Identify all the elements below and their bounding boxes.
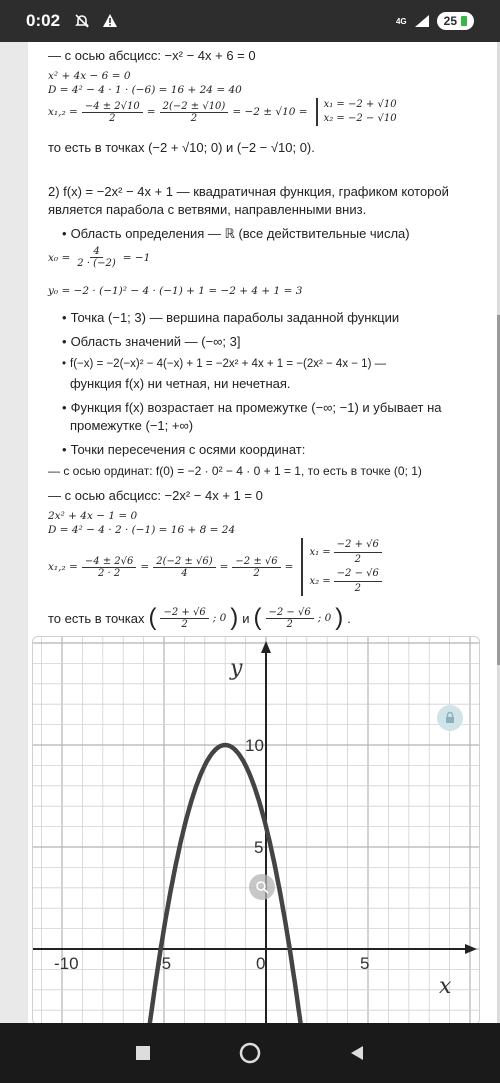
battery-indicator: 25: [437, 12, 474, 30]
text-line: — с осью абсцисс: −x² − 4x + 6 = 0: [48, 48, 256, 63]
roots-system: x₁ = $\frac{-2 + √6}{2}$ x₂ = $\frac{-2 - √6}{2}$: [301, 538, 381, 596]
signal-icon: [414, 14, 430, 28]
text-line: функция f(x) ни четная, ни нечетная.: [70, 376, 291, 391]
y-tick-label: 5: [254, 838, 264, 857]
text-line: является парабола с ветвями, направленными вниз.: [48, 202, 367, 217]
math-line: x² + 4x − 6 = 0: [48, 70, 131, 82]
text-line: — с осью абсцисс: −2x² − 4x + 1 = 0: [48, 488, 263, 503]
x-axis-arrow: [465, 944, 477, 954]
y-tick-label: 10: [245, 736, 264, 755]
bullet-item: • Область значений — (−∞; 3]: [62, 334, 240, 349]
fraction: $\frac{2(-2 \pm √10)}{2}$: [160, 101, 229, 124]
bullet-item: • Точка (−1; 3) — вершина параболы заданной функции: [62, 310, 399, 325]
status-bar: [0, 0, 500, 42]
parabola-chart: [33, 637, 479, 1024]
math-line: D = 4² − 4 · 1 · (−6) = 16 + 24 = 40: [48, 84, 242, 96]
fraction: $\frac{2(-2 \pm √6)}{4}$: [153, 556, 215, 579]
x-tick-label: -5: [156, 954, 172, 973]
clock: 0:02: [26, 11, 61, 30]
fraction: $\frac{-4 \pm 2√10}{2}$: [82, 101, 143, 124]
back-button[interactable]: [342, 1038, 372, 1068]
bullet-item: • Область определения — ℝ (все действительные числа): [62, 226, 410, 242]
network-indicator: 4G: [395, 16, 407, 26]
graph-card[interactable]: [32, 636, 480, 1025]
math-line: 2x² + 4x − 1 = 0: [48, 510, 138, 522]
fraction: $\frac{-4 \pm 2√6}{2 \cdot 2}$: [82, 556, 137, 579]
bullet-item: • Функция f(x) возрастает на промежутке (−∞; −1) и убывает на: [62, 400, 441, 415]
roots-system: x₁ = −2 + √10 x₂ = −2 − √10: [316, 98, 397, 126]
square-icon: [135, 1045, 151, 1061]
fraction: $\frac{-2 - √6}{2}$: [266, 607, 314, 630]
fraction: $\frac{-2 + √6}{2}$: [160, 607, 208, 630]
text-line: то есть в точках (−2 + √10; 0) и (−2 − √10; 0).: [48, 140, 315, 155]
text-line: промежутке (−1; +∞): [70, 418, 194, 433]
x-tick-label: -10: [54, 954, 79, 973]
text-line: — с осью ординат: f(0) = −2 · 0² − 4 · 0 + 1 = 1, то есть в точке (0; 1): [48, 464, 422, 478]
x-tick-label: 5: [360, 954, 370, 973]
math-line: D = 4² − 4 · 2 · (−1) = 16 + 8 = 24: [48, 524, 236, 536]
fraction: $\frac{4}{2 \cdot (-2)}$: [77, 246, 116, 269]
recent-apps-button[interactable]: [128, 1038, 158, 1068]
bullet-item: • f(−x) = −2(−x)² − 4(−x) + 1 = −2x² + 4x + 1 = −(2x² − 4x − 1) —: [62, 358, 386, 370]
x-axis-label: x: [439, 974, 452, 999]
warning-icon: [102, 13, 118, 29]
math-line: y₀ = −2 · (−1)² − 4 · (−1) + 1 = −2 + 4 + 1 = 3: [48, 285, 303, 297]
bullet-item: • Точки пересечения с осями координат:: [62, 442, 305, 457]
mute-bell-icon: [74, 13, 90, 29]
text-line: 2) f(x) = −2x² − 4x + 1 — квадратичная функция, графиком которой: [48, 184, 449, 199]
vertex-x-line: x₀ = $\frac{4}{2 \cdot (-2)}$ = −1: [48, 246, 151, 269]
fraction: $\frac{-2 \pm √6}{2}$: [232, 556, 280, 579]
magnifier-icon[interactable]: [249, 874, 275, 900]
parabola-curve: [123, 745, 331, 1024]
status-left: [26, 11, 118, 31]
circle-icon: [238, 1041, 262, 1065]
roots-line-2: x₁,₂ = $\frac{-4 \pm 2√6}{2 \cdot 2}$ = $\frac{2(-2 \pm √6)}{4}$ = $\frac{-2 \pm √6}{2}$ = x₁ = $\frac{-2 + √6}{2}$ x₂ = $\frac{-2 - √6}{2}$: [48, 538, 382, 596]
roots-line-1: x₁,₂ = $\frac{-4 \pm 2√10}{2}$ = $\frac{2(-2 \pm √10)}{2}$ = −2 ± √10 = x₁ = −2 + √10 x₂ = −2 − √10: [48, 99, 397, 124]
x-tick-label: 0: [256, 954, 266, 973]
y-axis-label: y: [230, 656, 243, 681]
roots-points-line: то есть в точках ( $\frac{-2 + √6}{2}$ ; 0 ) и ( $\frac{-2 - √6}{2}$ ; 0 ) .: [48, 604, 351, 631]
home-button[interactable]: [235, 1038, 265, 1068]
back-triangle-icon: [349, 1045, 365, 1061]
navigation-bar: [0, 1023, 500, 1083]
lock-icon[interactable]: [437, 705, 463, 731]
status-right: [396, 12, 474, 30]
